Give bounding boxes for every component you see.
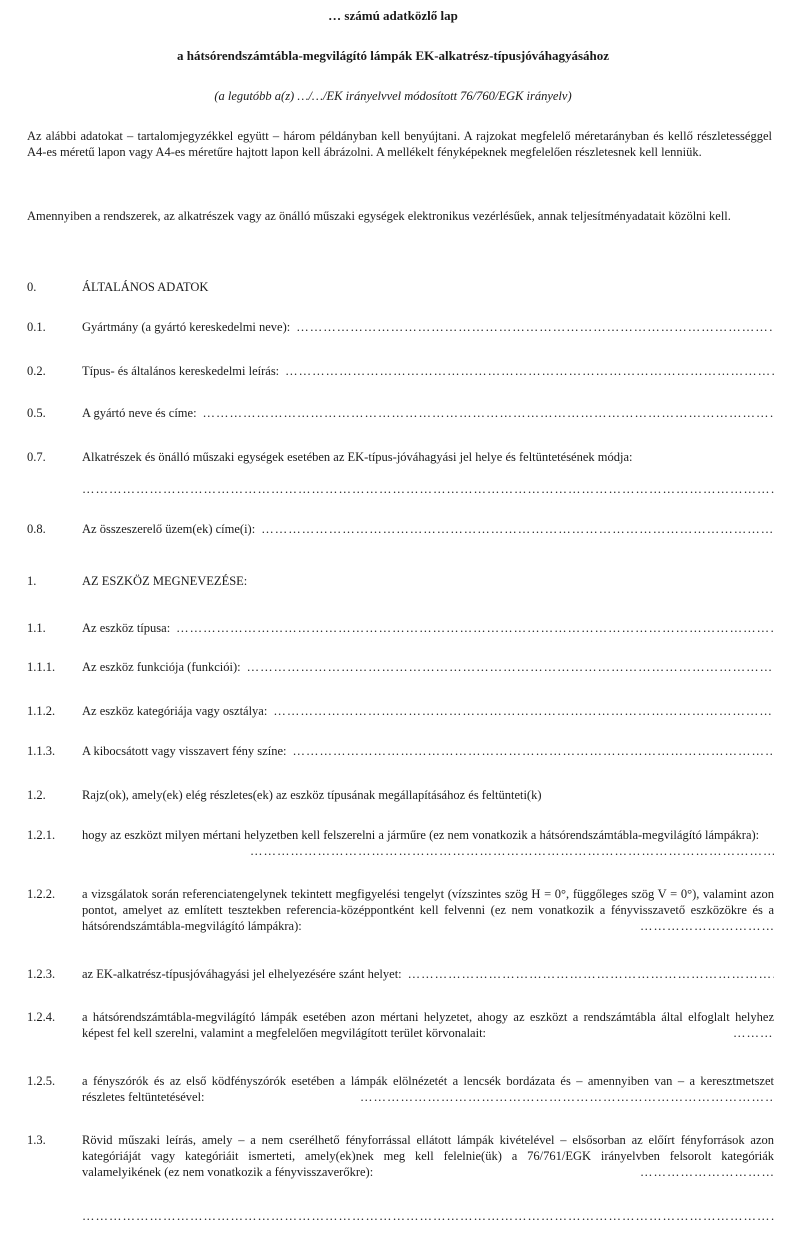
section-number: 1. (27, 574, 37, 588)
section-title: ÁLTALÁNOS ADATOK (82, 280, 209, 294)
field-label: Alkatrészek és önálló műszaki egységek esetében az EK-típus-jóváhagyási jel helye és feltüntetésének módja: (82, 450, 633, 464)
field-number: 0.8. (27, 522, 46, 536)
fill-in-line[interactable] (296, 319, 774, 335)
fill-in-line[interactable] (273, 703, 774, 719)
field-label: Rajz(ok), amely(ek) elég részletes(ek) az eszköz típusának megállapításához és feltünteti(k) (82, 788, 542, 802)
field-number: 1.2.1. (27, 828, 56, 842)
fill-in-line[interactable] (360, 1089, 774, 1105)
amendment-note: (a legutóbb a(z) …/…/EK irányelvvel módosított 76/760/EGK irányelv) (214, 89, 572, 103)
intro-paragraph-2: Amennyiben a rendszerek, az alkatrészek vagy az önálló műszaki egységek elektronikus vezérlésűek, annak teljesítményadatait közölni kell. (27, 209, 731, 223)
field-number: 1.2.2. (27, 887, 56, 901)
field-label: Az eszköz funkciója (funkciói): (82, 660, 241, 674)
field-label: a fényszórók és az első ködfényszórók esetében a lámpák elölnézetét a lencsék bordázata és – amennyiben van – a keresztmetszet részletes feltüntetésével: (82, 1074, 774, 1104)
field-label: Az összeszerelő üzem(ek) címe(i): (82, 522, 256, 536)
document-subtitle: a hátsórendszámtábla-megvilágító lámpák EK-alkatrész-típusjóváhagyásához (176, 48, 609, 63)
fill-in-line[interactable] (640, 918, 774, 934)
field-number: 0.7. (27, 450, 46, 464)
field-label: Gyártmány (a gyártó kereskedelmi neve): (82, 320, 291, 334)
field-number: 1.2.4. (27, 1010, 56, 1024)
field-number: 1.1.2. (27, 704, 56, 718)
intro-paragraph-1: Az alábbi adatokat – tartalomjegyzékkel együtt – három példányban kell benyújtani. A rajzokat megfelelő méretarányban és kellő részletességgel A4-es méretű lapon vagy A4-es méretűre hajtott lapon kell ábrázolni. A mellékelt fényképeknek megfelelően részletesnek kell lenniük. (27, 129, 772, 159)
field-label: a vizsgálatok során referenciatengelynek tekintett megfigyelési tengelyt (vízszintes szög H = 0°, függőleges szög V = 0°), valamint azon pontot, amelyet az említett tesztekben referencia-középpontként kell felvenni (ez nem vonatkozik a fényvisszavető eszközökre és a hátsórendszámtábla-megvilágító lámpákra): (82, 887, 774, 933)
fill-in-line[interactable] (285, 363, 774, 379)
fill-in-line[interactable] (176, 620, 774, 636)
field-label: A gyártó neve és címe: (82, 406, 197, 420)
field-number: 1.2.3. (27, 967, 56, 981)
fill-in-line[interactable] (203, 405, 774, 421)
field-number: 1.1. (27, 621, 46, 635)
field-number: 1.3. (27, 1133, 46, 1147)
fill-in-line[interactable] (82, 1208, 774, 1224)
field-number: 1.2.5. (27, 1074, 56, 1088)
field-label: Típus- és általános kereskedelmi leírás: (82, 364, 280, 378)
field-label: a hátsórendszámtábla-megvilágító lámpák esetében azon mértani helyzetet, ahogy az eszközt a rendszámtábla által elfoglalt helyhez képest fel kell szerelni, valamint a megfelelően megvilágított terület körvonalait: (82, 1010, 774, 1040)
fill-in-line[interactable] (292, 743, 774, 759)
field-label: Az eszköz kategóriája vagy osztálya: (82, 704, 268, 718)
fill-in-line[interactable] (733, 1025, 774, 1041)
field-label: A kibocsátott vagy visszavert fény színe: (82, 744, 287, 758)
fill-in-line[interactable] (408, 966, 774, 982)
fill-in-line[interactable] (247, 659, 774, 675)
field-label: hogy az eszközt milyen mértani helyzetben kell felszerelni a járműre (ez nem vonatkozik a hátsórendszámtábla-megvilágító lámpákra): (82, 828, 760, 842)
field-number: 0.5. (27, 406, 46, 420)
fill-in-line[interactable] (640, 1164, 774, 1180)
field-number: 0.1. (27, 320, 46, 334)
fill-in-line[interactable] (82, 481, 774, 497)
field-number: 1.1.3. (27, 744, 56, 758)
fill-in-line[interactable] (261, 521, 774, 537)
section-number: 0. (27, 280, 37, 294)
section-title: AZ ESZKÖZ MEGNEVEZÉSE: (82, 574, 248, 588)
field-label: Rövid műszaki leírás, amely – a nem cserélhető fényforrással ellátott lámpák kivételével – elsősorban az előírt fényforrások azon kategóriáját vagy kategóriáit ismerteti, amely(ek)nek meg kell felelnie(ük) a 76/761/EGK irányelvben felsorolt kategóriák valamelyikének (ez nem vonatkozik a fényvisszaverőkre): (82, 1133, 774, 1179)
field-number: 1.2. (27, 788, 46, 802)
field-label: az EK-alkatrész-típusjóváhagyási jel elhelyezésére szánt helyet: (82, 967, 402, 981)
field-number: 0.2. (27, 364, 46, 378)
fill-in-line[interactable] (250, 843, 774, 859)
field-label: Az eszköz típusa: (82, 621, 171, 635)
field-number: 1.1.1. (27, 660, 56, 674)
document-title: … számú adatközlő lap (328, 8, 458, 23)
